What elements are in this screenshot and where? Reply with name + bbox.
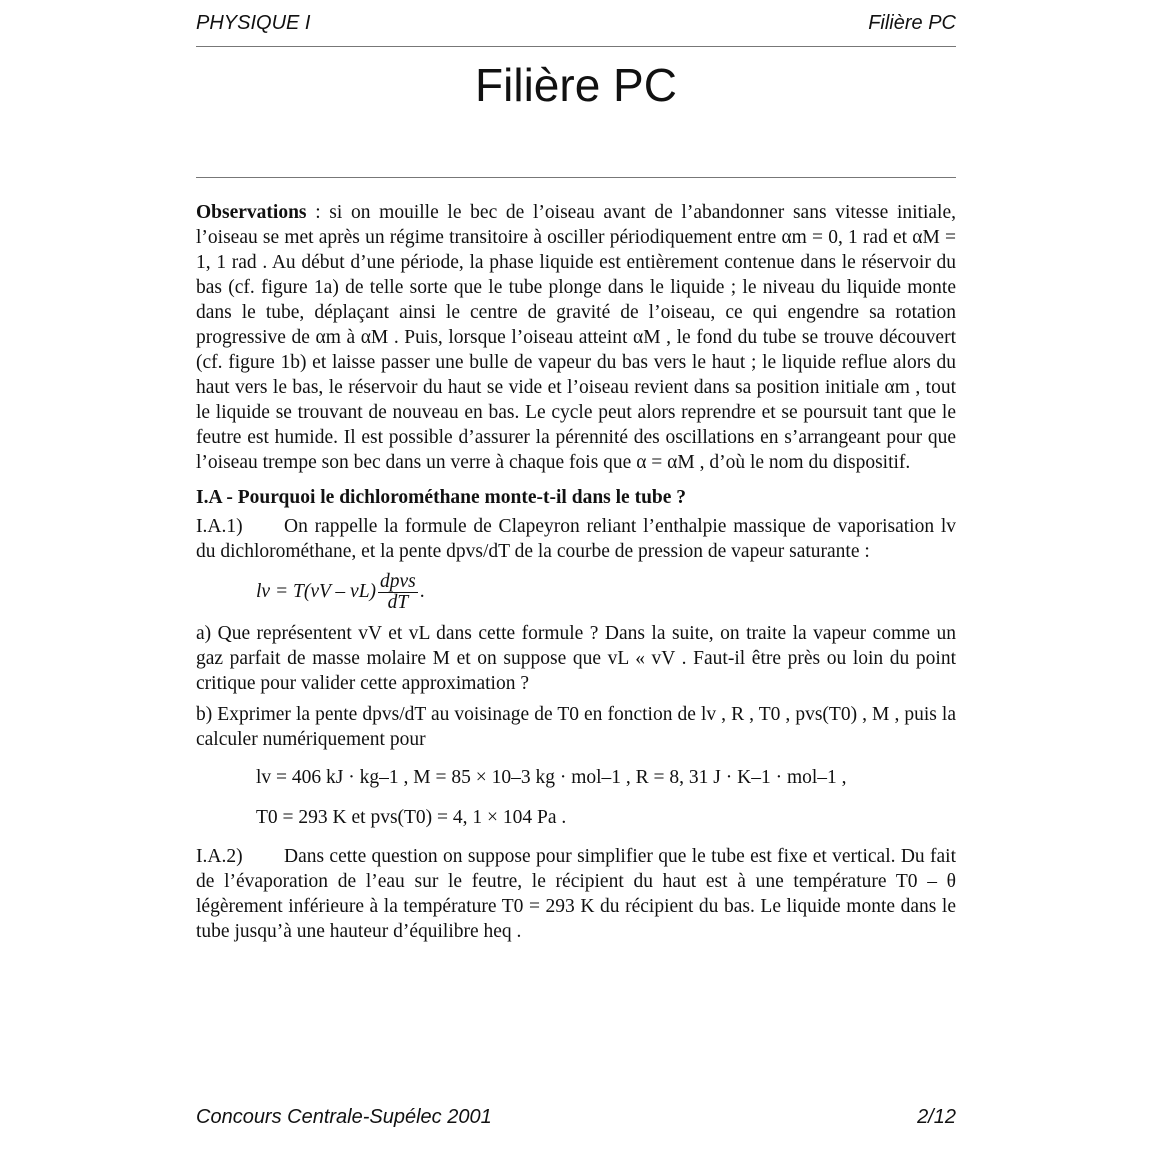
section-heading-IA: I.A - Pourquoi le dichlorométhane monte-t-il dans le tube ?	[196, 487, 687, 508]
question-IA2	[196, 844, 956, 944]
formula-lhs: lv = T(vV – vL)	[256, 580, 377, 602]
header-subject: PHYSIQUE I	[196, 12, 311, 34]
question-number: I.A.2)	[196, 846, 243, 867]
observations-text: : si on mouille le bec de l’oiseau avant de l’abandonner sans vitesse initiale, l’oiseau se met après un régime transitoire à osciller périodiquement entre αm = 0, 1 rad et αM = 1, 1 rad . Au début d’une période, la phase liquide est entièrement contenue dans le réservoir du bas (cf. figure 1a) de telle sorte que le tube plonge dans le liquide ; le niveau du liquide monte dans le tube, déplaçant ainsi le centre de gravité de l’oiseau, ce qui engendre sa rotation progressive de αm à αM . Puis, lorsque l’oiseau atteint αM , le fond du tube se trouve découvert (cf. figure 1b) et laisse passer une bulle de vapeur du bas vers le haut ; le liquide reflue alors du haut vers le bas, le réservoir du haut se vide et l’oiseau revient dans sa position initiale αm , tout le liquide se trouvant de nouveau en bas. Le cycle peut alors reprendre et se poursuit tant que le feutre est humide. Il est possible d’assurer la pérennité des oscillations en s’arrangeant pour que l’oiseau trempe son bec dans un verre à chaque fois que α = αM , d’où le nom du dispositif.	[196, 202, 956, 473]
question-text: Dans cette question on suppose pour simplifier que le tube est fixe et vertical. Du fait de l’évaporation de l’eau sur le feutre, le récipient du haut est à une température T0 – θ légèrement inférieure à la température T0 = 293 K du récipient du bas. Le liquide monte dans le tube jusqu’à une hauteur d’équilibre heq .	[196, 846, 956, 942]
formula-numerator: dpvs	[380, 571, 416, 592]
header-rule	[196, 46, 956, 47]
footer-contest: Concours Centrale-Supélec 2001	[196, 1106, 492, 1128]
question-IA1-b: b) Exprimer la pente dpvs/dT au voisinage de T0 en fonction de lv , R , T0 , pvs(T0) , M , puis la calculer numériquement pour	[196, 704, 956, 750]
question-text: On rappelle la formule de Clapeyron reliant l’enthalpie massique de vaporisation lv du dichlorométhane, et la pente dpvs/dT de la courbe de pression de vapeur saturante :	[196, 516, 956, 562]
footer-page-number: 2/12	[917, 1106, 956, 1128]
observations-paragraph	[196, 200, 956, 475]
formula-end: .	[419, 580, 425, 602]
numeric-values	[256, 758, 956, 838]
observations-label: Observations	[196, 202, 307, 223]
clapeyron-formula	[256, 572, 956, 613]
values-line-1: lv = 406 kJ · kg–1 , M = 85 × 10–3 kg · mol–1 , R = 8, 31 J · K–1 · mol–1 ,	[256, 767, 847, 788]
header-track: Filière PC	[868, 12, 956, 34]
formula-denominator: dT	[387, 592, 409, 613]
values-line-2: T0 = 293 K et pvs(T0) = 4, 1 × 104 Pa .	[256, 807, 567, 828]
question-IA1-a: a) Que représentent vV et vL dans cette formule ? Dans la suite, on traite la vapeur comme un gaz parfait de masse molaire M et on suppose que vL « vV . Faut-il être près ou loin du point critique pour valider cette approximation ?	[196, 623, 956, 694]
formula-fraction	[378, 572, 418, 613]
page-title: Filière PC	[475, 59, 677, 111]
document-page	[196, 0, 956, 1152]
page-header	[196, 12, 956, 38]
title-rule	[196, 177, 956, 178]
question-number: I.A.1)	[196, 516, 243, 537]
page-footer	[196, 1106, 956, 1132]
question-IA1	[196, 514, 956, 564]
document-body	[196, 200, 956, 944]
